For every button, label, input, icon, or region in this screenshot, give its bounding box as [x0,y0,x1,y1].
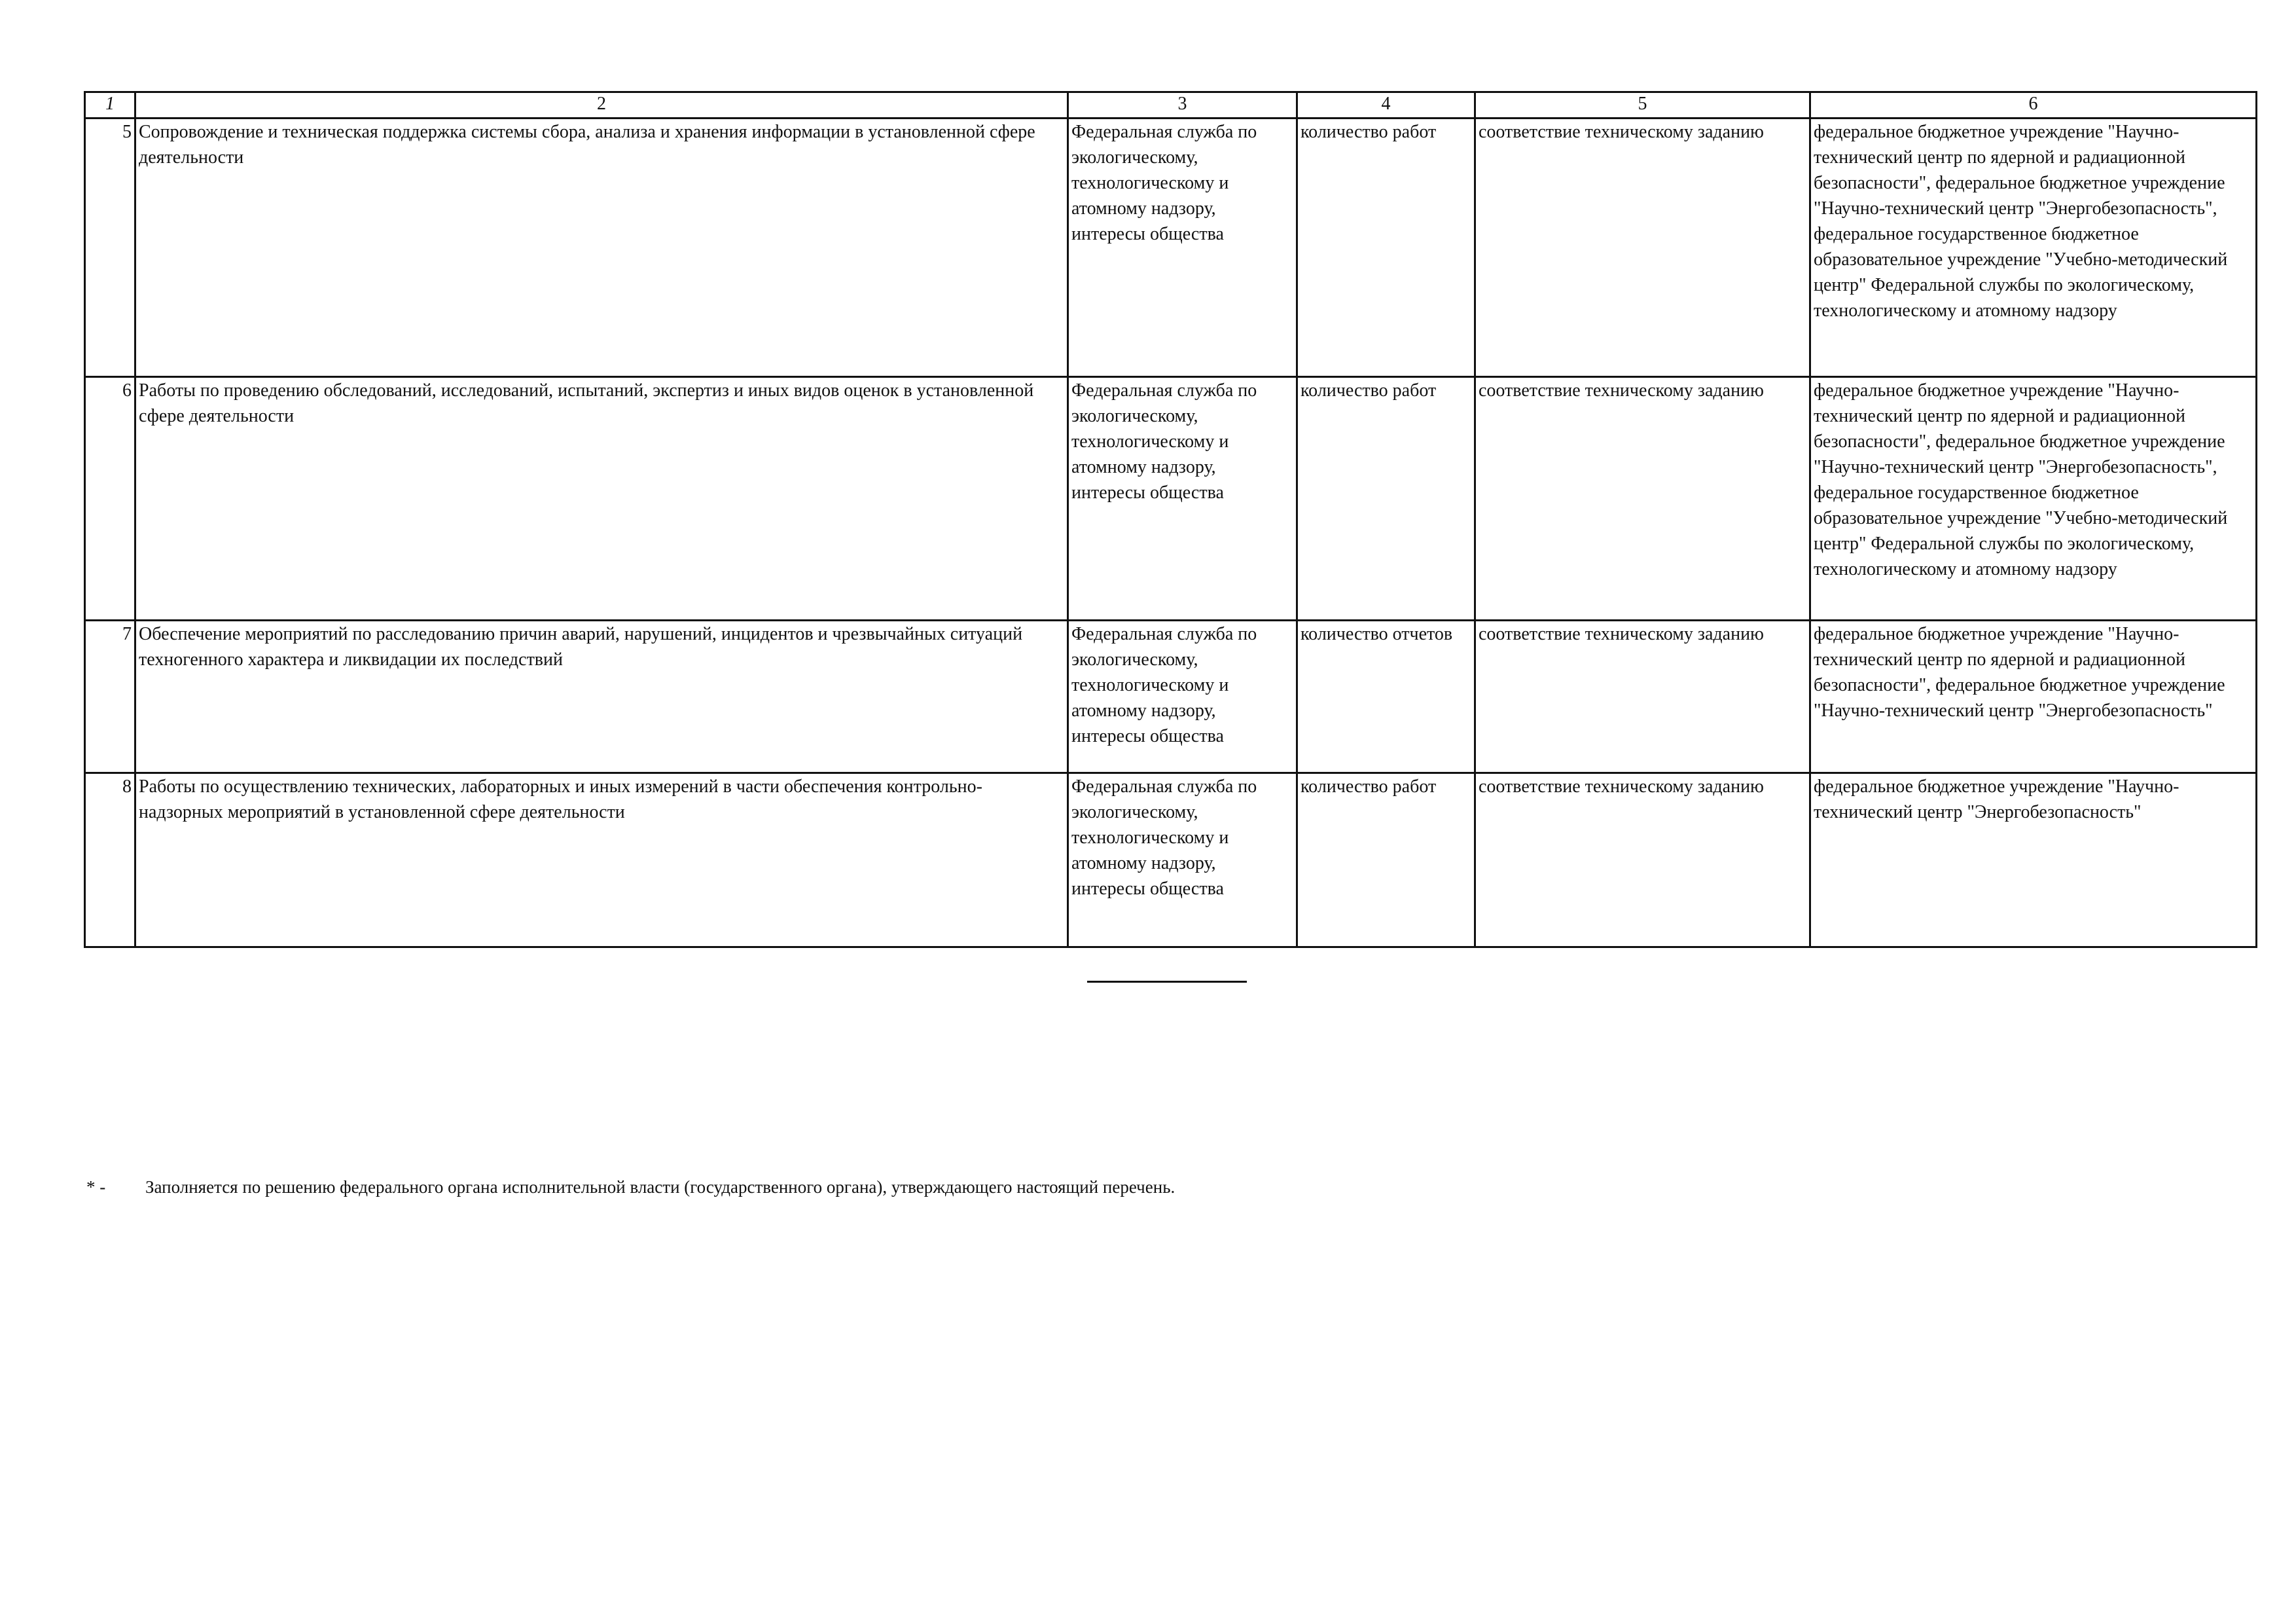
responsible-body: Федеральная служба по экологическому, технологическому и атомному надзору, интересы общества [1068,119,1297,377]
service-name: Работы по проведению обследований, исследований, испытаний, экспертиз и иных видов оценок в установленной сфере деятельности [135,377,1068,621]
volume-indicator: количество работ [1297,377,1475,621]
services-table [84,91,2257,948]
footnote-mark: * - [86,1177,106,1197]
service-name: Работы по осуществлению технических, лабораторных и иных измерений в части обеспечения контрольно-надзорных мероприятий в установленной сфере деятельности [135,773,1068,947]
volume-indicator: количество работ [1297,773,1475,947]
responsible-body: Федеральная служба по экологическому, технологическому и атомному надзору, интересы общества [1068,621,1297,773]
table-row [85,621,2257,773]
row-number: 7 [85,621,135,773]
footnote [86,1176,1175,1198]
quality-indicator: соответствие техническому заданию [1475,377,1810,621]
header-col-6: 6 [1810,92,2257,119]
volume-indicator: количество отчетов [1297,621,1475,773]
header-col-3: 3 [1068,92,1297,119]
table-row [85,773,2257,947]
header-col-2: 2 [135,92,1068,119]
volume-indicator: количество работ [1297,119,1475,377]
quality-indicator: соответствие техническому заданию [1475,773,1810,947]
responsible-body: Федеральная служба по экологическому, технологическому и атомному надзору, интересы общества [1068,377,1297,621]
institutions-list: федеральное бюджетное учреждение "Научно-технический центр "Энергобезопасность" [1810,773,2257,947]
quality-indicator: соответствие техническому заданию [1475,621,1810,773]
header-col-4: 4 [1297,92,1475,119]
row-number: 8 [85,773,135,947]
header-col-1: 1 [85,92,135,119]
table-row [85,377,2257,621]
table-row [85,119,2257,377]
institutions-list: федеральное бюджетное учреждение "Научно-технический центр по ядерной и радиационной безопасности", федеральное бюджетное учреждение "Научно-технический центр "Энергобезопасность", федеральное государственное бюджетное образовательное учреждение "Учебно-методический центр" Федеральной службы по экологическому, технологическому и атомному надзору [1810,377,2257,621]
responsible-body: Федеральная служба по экологическому, технологическому и атомному надзору, интересы общества [1068,773,1297,947]
footnote-text: Заполняется по решению федерального органа исполнительной власти (государственного органа), утверждающего настоящий перечень. [145,1177,1175,1197]
institutions-list: федеральное бюджетное учреждение "Научно-технический центр по ядерной и радиационной безопасности", федеральное бюджетное учреждение "Научно-технический центр "Энергобезопасность", федеральное государственное бюджетное образовательное учреждение "Учебно-методический центр" Федеральной службы по экологическому, технологическому и атомному надзору [1810,119,2257,377]
separator-line [1087,981,1247,983]
row-number: 6 [85,377,135,621]
table-header-row [85,92,2257,119]
service-name: Обеспечение мероприятий по расследованию причин аварий, нарушений, инцидентов и чрезвычайных ситуаций техногенного характера и ликвидации их последствий [135,621,1068,773]
header-col-5: 5 [1475,92,1810,119]
quality-indicator: соответствие техническому заданию [1475,119,1810,377]
row-number: 5 [85,119,135,377]
service-name: Сопровождение и техническая поддержка системы сбора, анализа и хранения информации в установленной сфере деятельности [135,119,1068,377]
institutions-list: федеральное бюджетное учреждение "Научно-технический центр по ядерной и радиационной безопасности", федеральное бюджетное учреждение "Научно-технический центр "Энергобезопасность" [1810,621,2257,773]
